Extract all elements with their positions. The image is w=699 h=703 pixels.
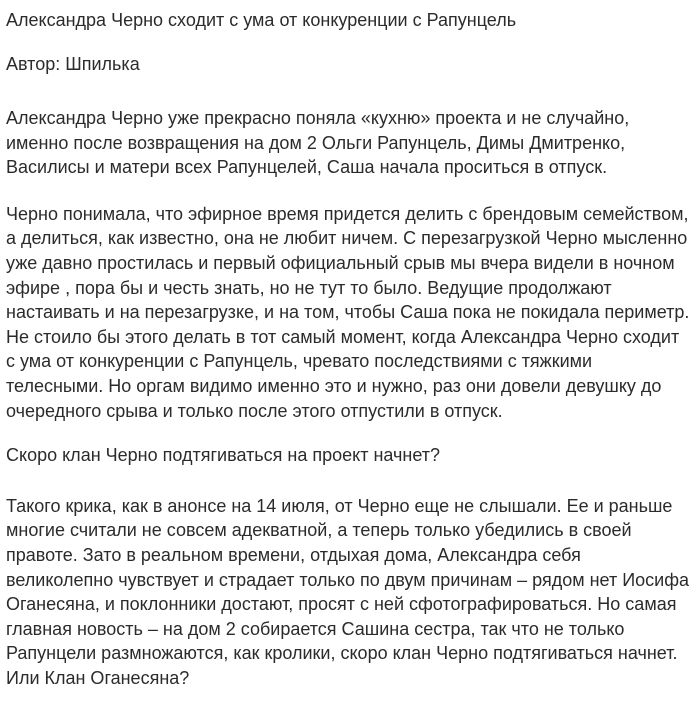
article-title: Александра Черно сходит с ума от конкуренции с Рапунцель [6, 10, 517, 30]
article-paragraph-3: Такого крика, как в анонсе на 14 июля, от Черно еще не слышали. Ее и раньше многие считали не совсем адекватной, а теперь только убедились в своей правоте. Зато в реальном времени, отдыхая дома, Александра себя великолепно чувствует и страдает только по двум причинам – рядом нет Иосифа Оганесяна, и поклонники достают, просят с ней сфотографироваться. Но самая главная новость – на дом 2 собирается Сашина сестра, так что не только Рапунцели размножаются, как кролики, скоро клан Черно подтягиваться начнет. Или Клан Оганесяна? [6, 495, 690, 688]
article-author: Автор: Шпилька [6, 54, 140, 74]
article-subheading: Скоро клан Черно подтягиваться на проект начнет? [6, 445, 441, 466]
article-paragraph-2: Черно понимала, что эфирное время придется делить с брендовым семейством, а делиться, как известно, она не любит ничем. С перезагрузкой Черно мысленно уже давно простилась и первый официальный срыв мы вчера видели в ночном эфире , пора бы и честь знать, но не тут то было. Ведущие продолжают настаивать и на перезагрузке, и на том, чтобы Саша пока не покидала периметр. Не стоило бы этого делать в тот самый момент, когда Александра Черно сходит с ума от конкуренции с Рапунцель, чревато последствиями с тяжкими телесными. Но оргам видимо именно это и нужно, раз они довели девушку до очередного срыва и только после этого отпустили в отпуск. [6, 203, 690, 421]
article-paragraph-1: Александра Черно уже прекрасно поняла «кухню» проекта и не случайно, именно после возвращения на дом 2 Ольги Рапунцель, Димы Дмитренко, Василисы и матери всех Рапунцелей, Саша начала проситься в отпуск. [6, 108, 630, 178]
